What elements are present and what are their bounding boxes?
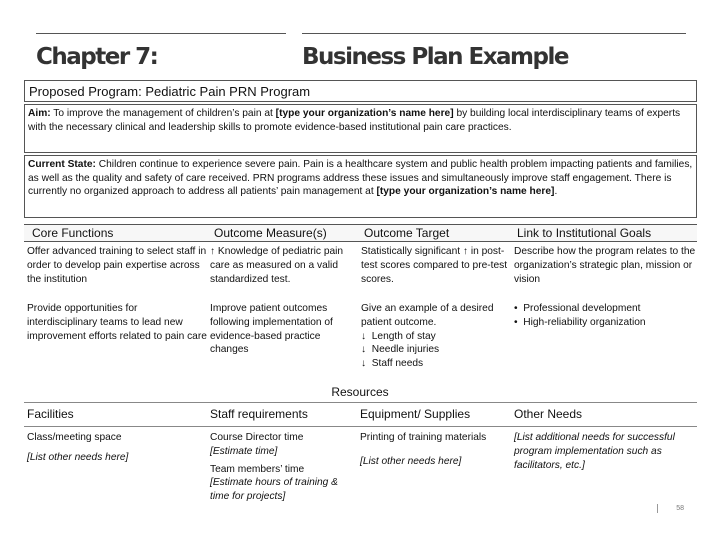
- row1-target: Statistically significant ↑ in post-test scores compared to pre-test scores.: [361, 246, 508, 285]
- staff-item-note: [Estimate hours of training & time for projects]: [210, 477, 338, 503]
- row2-link: [514, 302, 696, 330]
- header-core-functions: Core Functions: [32, 226, 114, 240]
- program-box: [24, 80, 697, 102]
- resources-header-row: [24, 407, 697, 425]
- row2-target-item: ↓ Needle injuries: [361, 344, 440, 356]
- resources-rule-mid: [24, 426, 697, 427]
- current-state-label: Current State:: [28, 159, 96, 170]
- header-outcome-measures: Outcome Measure(s): [214, 226, 327, 240]
- program-label: Proposed Program:: [29, 84, 142, 99]
- row2-link-item: • Professional development: [514, 303, 641, 314]
- row1-link: Describe how the program relates to the organization’s strategic plan, mission or vision: [514, 246, 696, 285]
- down-arrow-icon: ↓: [361, 358, 367, 370]
- facility-item: Class/meeting space: [27, 432, 122, 443]
- page-number-divider: [657, 504, 658, 513]
- page-title: Business Plan Example: [302, 44, 568, 70]
- row2-link-item: • High-reliability organization: [514, 316, 646, 328]
- current-state-text-a: Children continue to experience severe pain. Pain is a healthcare system and public health problem impacting patients and families, as well as the quality and safety of care received. PRN programs address these issues and simultaneously improve staff engagement. There is currently no organized approach to address all patients’ pain management at: [28, 159, 693, 197]
- resources-row: [24, 431, 697, 521]
- equipment-item: [List other needs here]: [360, 455, 462, 467]
- current-state-box: [24, 155, 697, 218]
- header-rule-right: [302, 33, 686, 34]
- staff-item: Team members’ time: [210, 463, 305, 475]
- row2-target: [361, 302, 513, 371]
- header-institutional-goals: Link to Institutional Goals: [517, 226, 652, 240]
- current-state-placeholder: [type your organization’s name here]: [376, 186, 555, 197]
- outcome-row-2: [24, 302, 697, 378]
- resources-title: Resources: [331, 385, 389, 399]
- facility-item: [List other needs here]: [27, 451, 129, 463]
- aim-label: Aim:: [28, 108, 51, 119]
- resources-rule-top: [24, 402, 697, 403]
- equipment-item: Printing of training materials: [360, 432, 487, 443]
- staff-item: Course Director time: [210, 432, 304, 443]
- aim-text-a: To improve the management of children’s pain at: [53, 108, 276, 119]
- outcome-row-1: [24, 245, 697, 297]
- bullet-icon: •: [514, 316, 518, 328]
- chapter-label: Chapter 7:: [36, 44, 158, 70]
- header-outcome-target: Outcome Target: [364, 226, 450, 240]
- header-equipment-supplies: Equipment/ Supplies: [360, 407, 471, 421]
- row1-core: Offer advanced training to select staff in order to develop pain expertise across the institution: [27, 246, 207, 285]
- row2-target-intro: Give an example of a desired patient outcome.: [361, 303, 494, 328]
- program-name: Pediatric Pain PRN Program: [145, 84, 311, 99]
- outcome-table-header: [24, 224, 697, 242]
- facilities-cell: [27, 431, 207, 465]
- header-staff-requirements: Staff requirements: [210, 407, 308, 421]
- aim-box: [24, 104, 697, 153]
- page-number: 58: [676, 505, 684, 512]
- row2-measure: Improve patient outcomes following implementation of evidence-based practice changes: [210, 303, 333, 356]
- other-needs-cell: [List additional needs for successful program implementation such as facilitators, etc.]: [514, 432, 675, 471]
- down-arrow-icon: ↓: [361, 344, 367, 356]
- header-other-needs: Other Needs: [514, 407, 583, 421]
- aim-text-c: by building local interdisciplinary teams of experts with the necessary clinical and leadership skills to promote evidence-based institutional pain care practices.: [28, 108, 681, 133]
- current-state-text-c: .: [554, 186, 558, 197]
- row1-measure: ↑ Knowledge of pediatric pain care as measured on a valid standardized test.: [210, 246, 344, 285]
- down-arrow-icon: ↓: [361, 330, 367, 342]
- header-rule-left: [36, 33, 286, 34]
- staff-item-note: [Estimate time]: [210, 445, 278, 457]
- row2-target-item: ↓ Length of stay: [361, 330, 436, 342]
- staff-cell: [210, 431, 358, 504]
- bullet-icon: •: [514, 303, 518, 314]
- row2-target-item: ↓ Staff needs: [361, 358, 424, 370]
- aim-placeholder: [type your organization’s name here]: [275, 108, 454, 119]
- header-facilities: Facilities: [27, 407, 74, 421]
- equipment-cell: [360, 431, 510, 469]
- row2-core: Provide opportunities for interdisciplinary teams to lead new improvement efforts related to pain care: [27, 303, 207, 342]
